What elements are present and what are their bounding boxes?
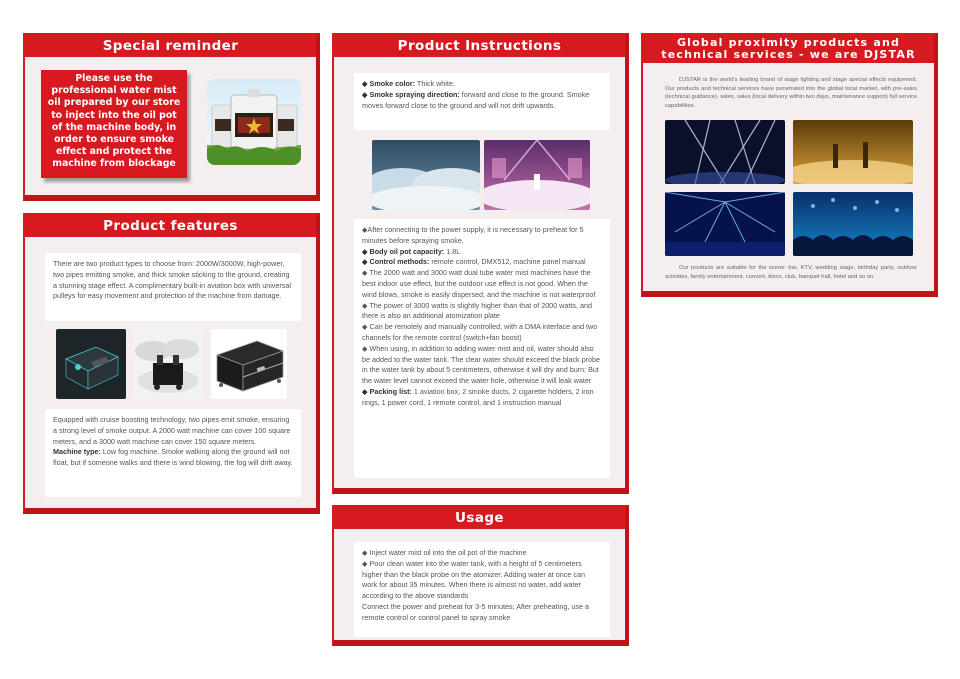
machine-type-value: Low fog machine. Smoke walking along the ground will not float, but if someone walks and there is wind blowing, the fog will drift away.: [53, 447, 293, 468]
reminder-message: Please use the professional water mist oil prepared by our store to inject into the oil pot of the machine body, in order to ensure smoke effect and protect the machine from blockage: [41, 70, 187, 178]
product-features-title: Product features: [25, 215, 316, 237]
usage-step-3: Connect the power and preheat for 3-5 minutes; After preheating, use a remote control or control panel to spray smoke: [362, 601, 589, 622]
stage-performance-photo: [793, 120, 913, 184]
smoke-direction-label: ◆ Smoke spraying direction:: [362, 89, 460, 99]
usage-step-1: ◆ Inject water mist oil into the oil pot of the machine: [362, 548, 527, 557]
capacity-label: ◆ Body oil pot capacity:: [362, 246, 445, 256]
instructions-details-panel: [354, 219, 610, 478]
packing-list-value: 1 aviation box, 2 smoke ducts, 2 cigarette holders, 2 iron rings, 1 power cord, 1 remote control, and 1 instruction manual: [362, 386, 594, 407]
smoke-properties-panel: [354, 73, 610, 130]
usage-steps-panel: [354, 542, 610, 637]
product-instructions-card: [332, 33, 629, 494]
djstar-intro-text: DJSTAR is the world's leading brand of stage lighting and stage special effects equipment. Our products and technical services have penetrated into the global local market, with pre-sales (technical guidance), sales, sales (local delivery within two days, maintenance support) full service capabilities.: [665, 77, 917, 109]
product-instructions-title: Product Instructions: [334, 35, 625, 57]
machine-photo-open: [56, 329, 126, 399]
global-title-line-2: technical services - we are DJSTAR: [661, 48, 916, 61]
special-reminder-card: [23, 33, 320, 201]
dual-tube-text: ◆ The 2000 watt and 3000 watt dual tube water mist machines have the best indoor use effect, but the outdoor use effect is not good. When the wind blows, smoke is easily dispersed, and the machine is not waterproof: [362, 268, 596, 299]
smoke-direction-value: forward and close to the ground. Smoke moves forward close to the ground and will not drift upwards.: [362, 89, 590, 110]
dma-text: ◆ Can be remotely and manually controlled, with a DMA interface and two channels for the remote control (switch+fan boost): [362, 322, 598, 342]
global-title-line-1: Global proximity products and: [676, 36, 901, 49]
smoke-color-value: Thick white.: [415, 79, 455, 88]
features-boost-text: [45, 409, 301, 497]
smoke-color-label: ◆ Smoke color:: [362, 79, 416, 88]
special-reminder-title: Special reminder: [25, 35, 316, 57]
power-text: ◆ The power of 3000 watts is slightly higher than that of 2000 watts, and there is also an additional atomization plate: [362, 300, 592, 321]
water-mist-oil-photo: [207, 79, 301, 165]
concert-lighting-photo: [665, 192, 785, 256]
usage-step-2: ◆ Pour clean water into the water tank, with a height of 5 centimeters higher than the black probe on the atomizer. Adding water at once can work for about 35 minutes. When there is almost no water, add water according to the above standards: [362, 558, 585, 601]
global-services-card: [641, 33, 938, 297]
water-text: ◆ When using, in addition to adding water mist and oil, water should also be added to the water tank. The clear water should exceed the black probe in the water tank by about 5 centimeters, otherwise it will dry and burn; But the water level cannot exceed the water hole, otherwise it will leak water: [362, 343, 601, 386]
aviation-box-photo: [211, 329, 287, 399]
control-methods-label: ◆ Control methods:: [362, 257, 430, 267]
low-fog-stage-photo: [372, 140, 480, 210]
usage-title: Usage: [334, 507, 625, 529]
capacity-value: 1.8L: [444, 246, 461, 256]
packing-list-label: ◆ Packing list:: [362, 386, 412, 396]
usage-card: [332, 505, 629, 646]
wedding-hall-fog-photo: [484, 140, 590, 210]
stage-lighting-photo-1: [665, 120, 785, 184]
club-crowd-photo: [793, 192, 913, 256]
global-services-title: [643, 35, 934, 63]
product-features-card: [23, 213, 320, 514]
boost-description: Equipped with cruise boosting technology, two pipes emit smoke, ensuring a strong level of smoke output. A 2000 watt machine can cover 100 square meters, and a 3000 watt machine can cover 150 square meters.: [53, 415, 291, 446]
suitable-scenes-text: Our products are suitable for the scene: bar, KTV, wedding stage, birthday party, outdoor activities, family entertainment, concert, disco, club, banquet hall, hotel and so on.: [665, 265, 917, 280]
machine-type-label: Machine type:: [53, 447, 101, 457]
features-intro-text: There are two product types to choose from: 2000W/3000W, high-power, two pipes emitting smoke, and thick smoke sticking to the ground, creating a stunning stage effect. A complimentary built-in aviation box with universal pulleys for easy movement and protection of the machine from damage.: [45, 253, 301, 321]
machine-photo-smoke: [133, 329, 203, 399]
control-methods-value: remote control, DMX512, machine panel manual: [429, 257, 586, 267]
preheat-text: ◆After connecting to the power supply, it is necessary to preheat for 5 minutes before spraying smoke.: [362, 225, 584, 245]
